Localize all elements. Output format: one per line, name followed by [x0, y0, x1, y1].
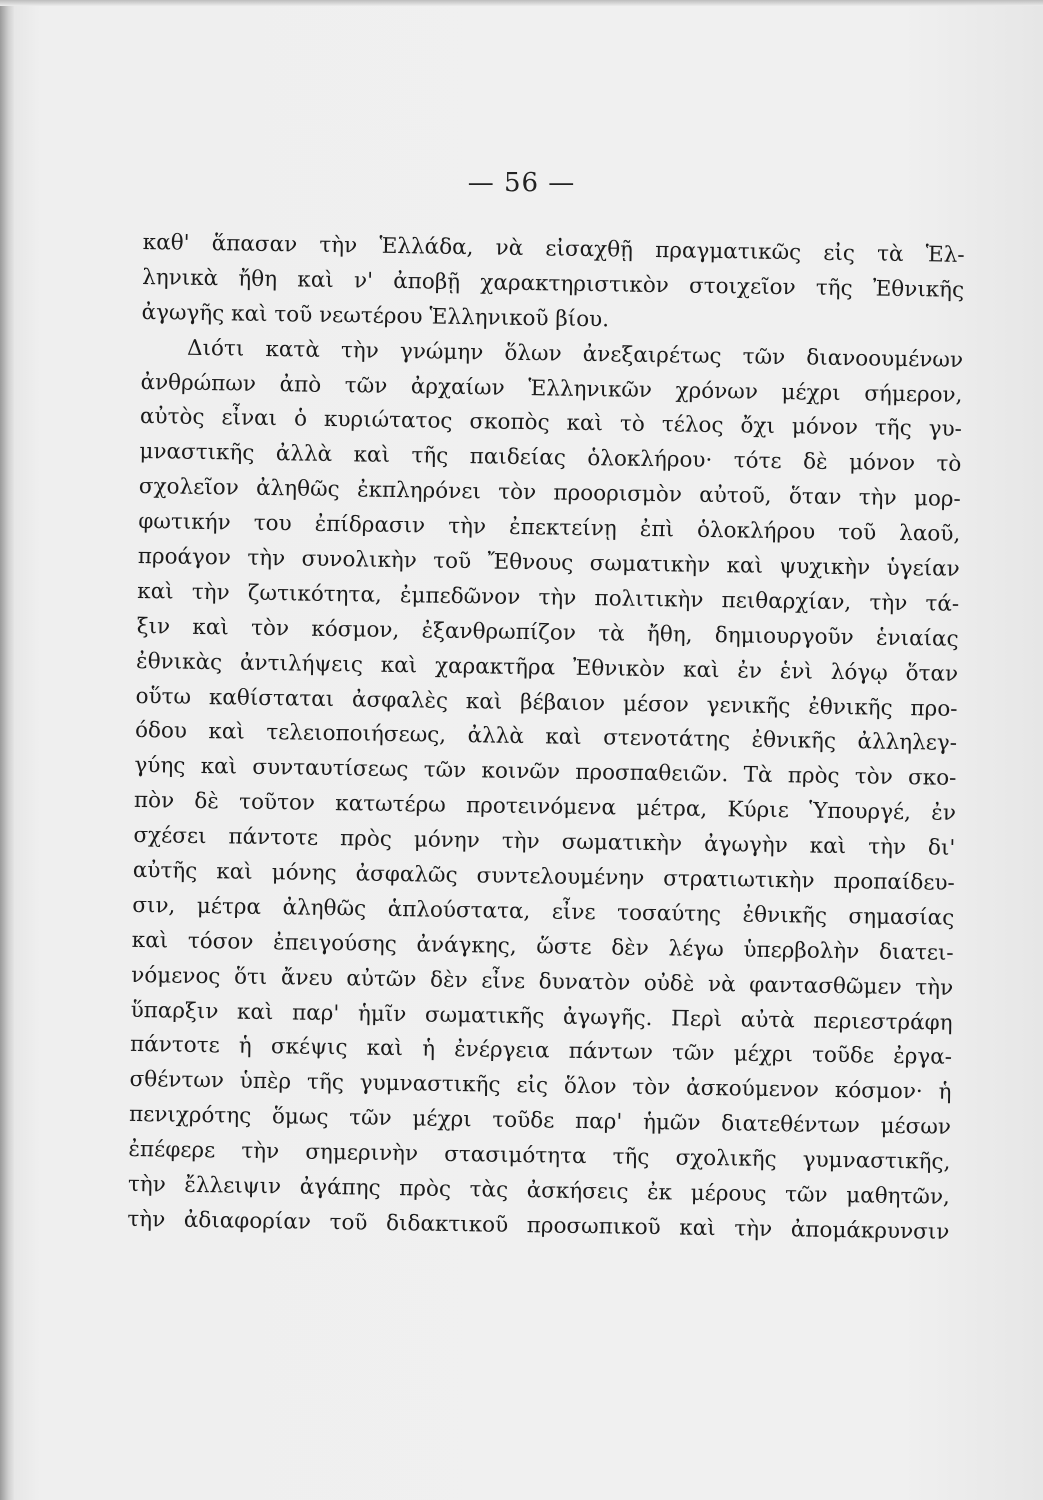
text-line: φωτικήν του ἐπίδρασιν τὴν ἐπεκτείνῃ ἐπὶ ὁλοκλήρου τοῦ λαοῦ, — [138, 509, 961, 547]
page-left-edge-shadow — [0, 0, 14, 1500]
text-line: ἐπέφερε τὴν σημερινὴν στασιμότητα τῆς σχολικῆς γυμναστικῆς, — [128, 1137, 951, 1175]
text-line: όδου καὶ τελειοποιήσεως, ἀλλὰ καὶ στενοτάτης ἐθνικῆς ἀλληλεγ- — [134, 718, 958, 757]
text-line: προάγον τὴν συνολικὴν τοῦ Ἔθνους σωματικὴν καὶ ψυχικὴν ὑγείαν — [137, 543, 960, 582]
text-line: τὴν ἀδιαφορίαν τοῦ διδακτικοῦ προσωπικοῦ καὶ τὴν ἀπομάκρυνσιν — [127, 1206, 950, 1245]
page-top-edge-shadow — [0, 0, 1043, 6]
text-line: Διότι κατὰ τὴν γνώμην ὅλων ἀνεξαιρέτως τῶν διανοουμένων — [186, 335, 964, 373]
text-line: αὐτῆς καὶ μόνης ἀσφαλῶς συντελουμένην στρατιωτικὴν προπαίδευ- — [132, 857, 955, 896]
text-line: πενιχρότης ὅμως τῶν μέχρι τοῦδε παρ' ἡμῶν διατεθέντων μέσων — [128, 1102, 952, 1141]
text-line: σθέντων ὑπὲρ τῆς γυμναστικῆς εἰς ὅλον τὸν ἀσκούμενον κόσμον· ἡ — [129, 1067, 952, 1106]
page-number: — 56 — — [467, 168, 576, 198]
text-line: μναστικῆς ἀλλὰ καὶ τῆς παιδείας ὁλοκλήρου· τότε δὲ μόνον τὸ — [139, 439, 962, 478]
text-line: ξιν καὶ τὸν κόσμον, ἐξανθρωπίζον τὰ ἤθη, δημιουργοῦν ἑνιαίας — [136, 613, 959, 652]
text-line: σχολεῖον ἀληθῶς ἐκπληρόνει τὸν προορισμὸν αὐτοῦ, ὅταν τὴν μορ- — [138, 474, 961, 513]
text-line: ἐθνικὰς ἀντιλήψεις καὶ χαρακτῆρα Ἐθνικὸν καὶ ἐν ἑνὶ λόγῳ ὅταν — [135, 648, 959, 687]
text-line: πάντοτε ἡ σκέψις καὶ ἡ ἐνέργεια πάντων τῶν μέχρι τοῦδε ἐργα- — [129, 1032, 953, 1071]
text-line: ἀγωγῆς καὶ τοῦ νεωτέρου Ἑλληνικοῦ βίου. — [141, 299, 610, 333]
text-line: σιν, μέτρα ἀληθῶς ἁπλούστατα, εἶνε τοσαύτης ἐθνικῆς σημασίας — [132, 892, 955, 931]
text-line: καὶ τὴν ζωτικότητα, ἐμπεδῶνον τὴν πολιτικὴν πειθαρχίαν, τὴν τά- — [137, 578, 960, 617]
text-line: σχέσει πάντοτε πρὸς μόνην τὴν σωματικὴν ἀγωγὴν καὶ τὴν δι' — [133, 823, 956, 861]
text-line: οὕτω καθίσταται ἀσφαλὲς καὶ βέβαιον μέσον γενικῆς ἐθνικῆς προ- — [135, 683, 958, 722]
text-line: ὕπαρξιν καὶ παρ' ἡμῖν σωματικῆς ἀγωγῆς. Περὶ αὐτὰ περιεστράφη — [130, 997, 953, 1036]
text-line: αὐτὸς εἶναι ὁ κυριώτατος σκοπὸς καὶ τὸ τέλος ὄχι μόνον τῆς γυ- — [139, 404, 963, 443]
text-line: ληνικὰ ἤθη καὶ ν' ἀποβῇ χαρακτηριστικὸν στοιχεῖον τῆς Ἐθνικῆς — [141, 264, 965, 303]
text-line: γύης καὶ συνταυτίσεως τῶν κοινῶν προσπαθειῶν. Τὰ πρὸς τὸν σκο- — [134, 753, 957, 792]
text-line: πὸν δὲ τοῦτον κατωτέρω προτεινόμενα μέτρα, Κύριε Ὑπουργέ, ἐν — [133, 788, 957, 827]
text-line: καὶ τόσον ἐπειγούσης ἀνάγκης, ὥστε δὲν λέγω ὑπερβολὴν διατει- — [131, 927, 954, 966]
body-text — [127, 226, 965, 1251]
text-line: νόμενος ὅτι ἄνευ αὐτῶν δὲν εἶνε δυνατὸν οὐδὲ νὰ φαντασθῶμεν τὴν — [131, 962, 954, 1001]
text-line: καθ' ἅπασαν τὴν Ἑλλάδα, νὰ εἰσαχθῇ πραγματικῶς εἰς τὰ Ἑλ- — [142, 229, 965, 268]
text-line: ἀνθρώπων ἀπὸ τῶν ἀρχαίων Ἑλληνικῶν χρόνων μέχρι σήμερον, — [140, 369, 963, 408]
text-line: τὴν ἔλλειψιν ἀγάπης πρὸς τὰς ἀσκήσεις ἐκ μέρους τῶν μαθητῶν, — [127, 1171, 951, 1210]
